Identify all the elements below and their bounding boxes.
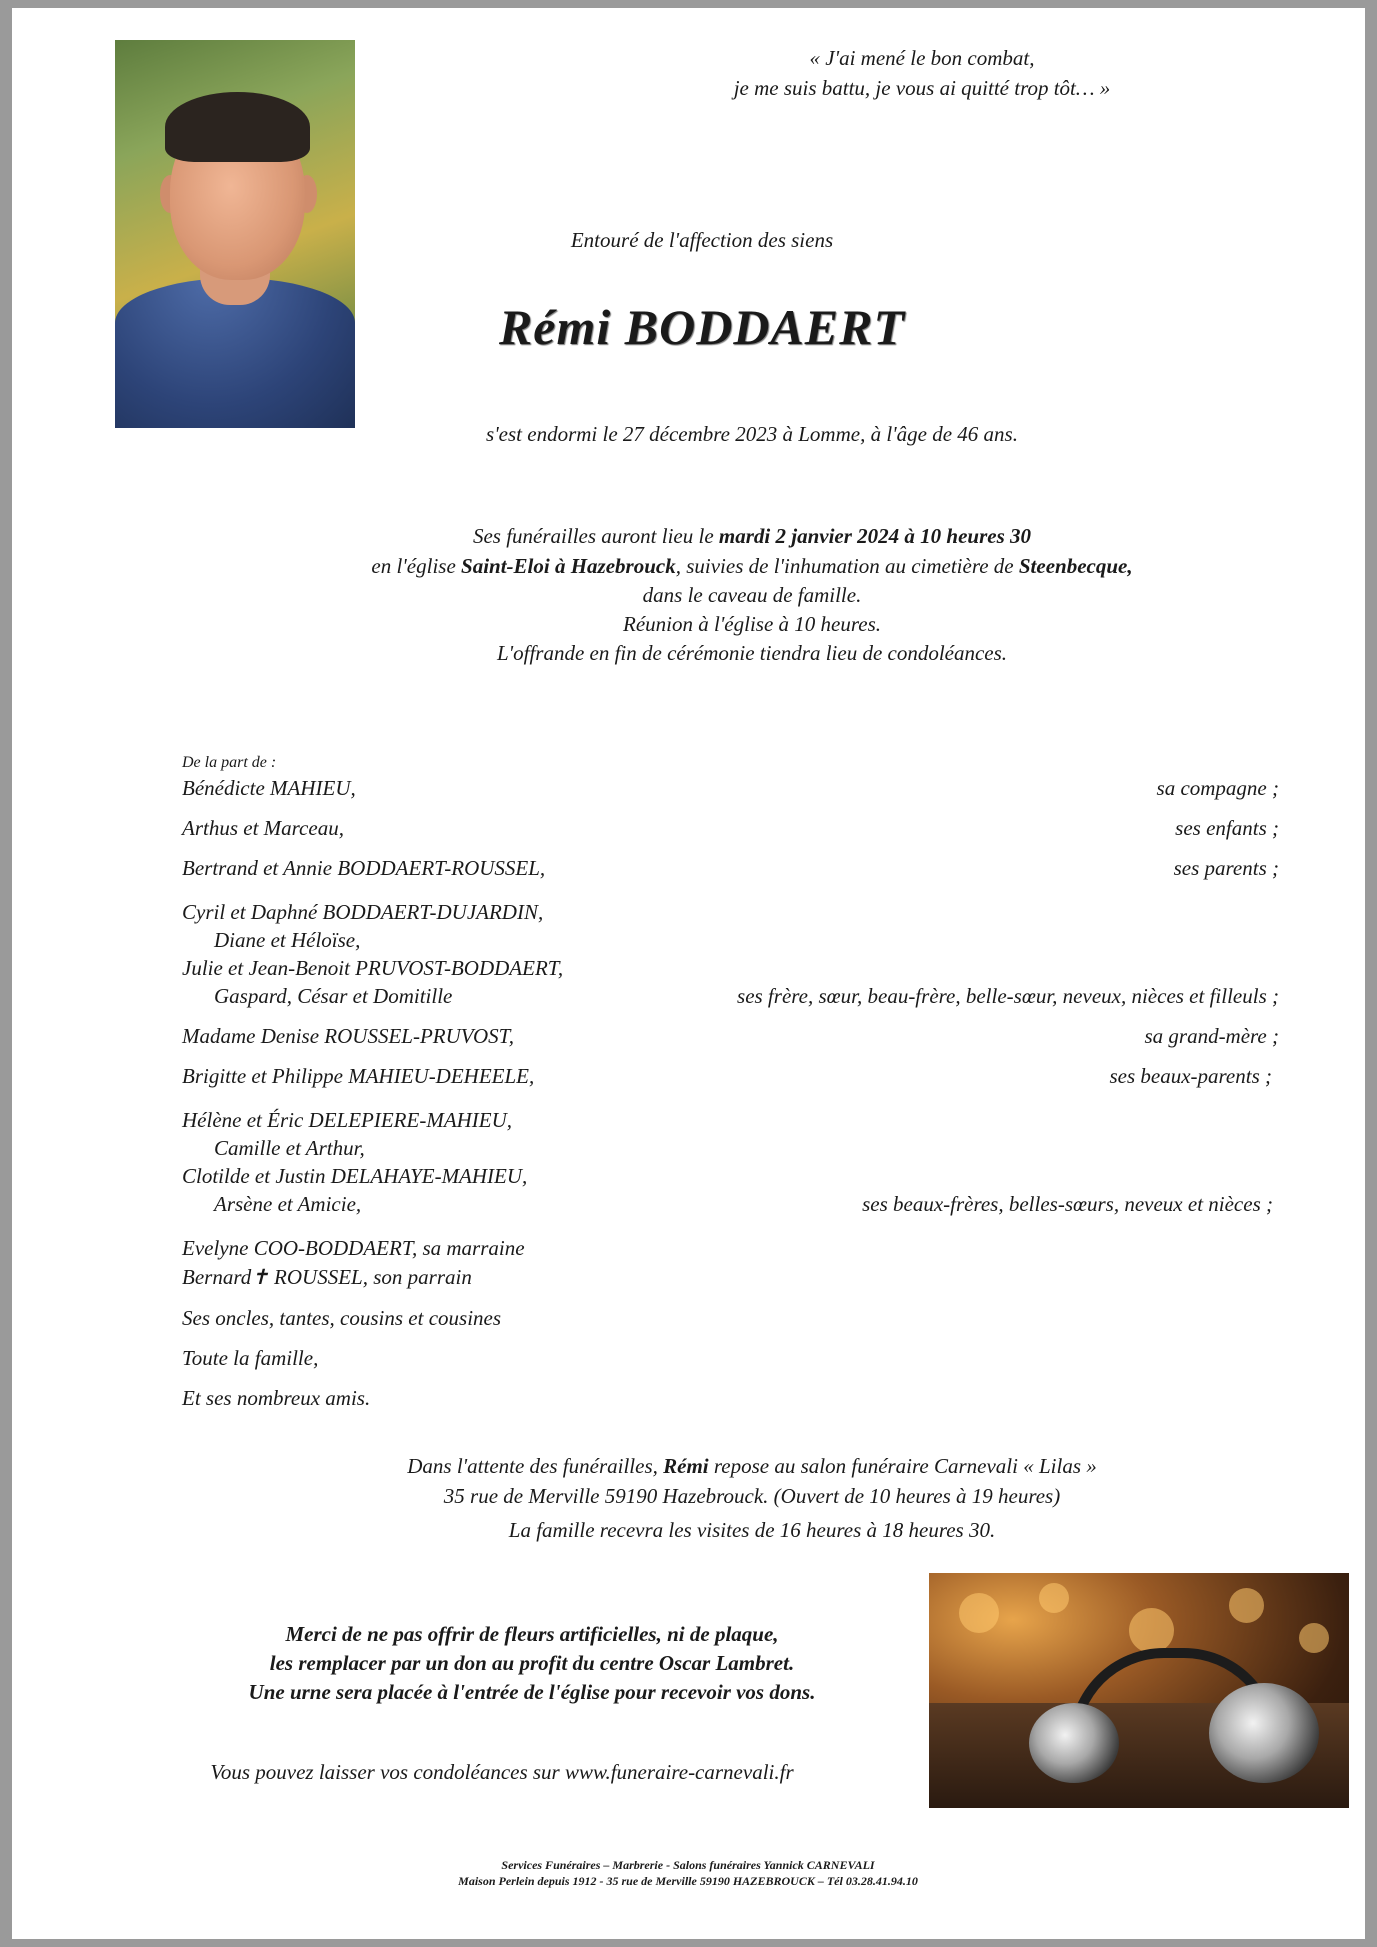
family-name: Diane et Héloïse, (214, 928, 361, 952)
visit-name: Rémi (663, 1454, 709, 1478)
portrait-hair (165, 92, 310, 162)
bokeh-light (1129, 1608, 1174, 1653)
funeral-line-3: dans le caveau de famille. (642, 583, 862, 607)
visit-line-1 (212, 1454, 1292, 1479)
family-name: Toute la famille, (182, 1346, 319, 1370)
family-name: Arthus et Marceau, (182, 816, 344, 840)
bokeh-light (1299, 1623, 1329, 1653)
funeral-text: Ses funérailles auront lieu le (472, 524, 719, 548)
family-name: Brigitte et Philippe MAHIEU-DEHEELE, (182, 1064, 535, 1088)
bokeh-light (959, 1593, 999, 1633)
deceased-name: Rémi BODDAERT (498, 299, 906, 355)
headphones-cup (1209, 1683, 1319, 1783)
visit-line-3: La famille recevra les visites de 16 heures à 18 heures 30. (508, 1518, 996, 1542)
family-name: Bertrand et Annie BODDAERT-ROUSSEL, (182, 856, 546, 880)
family-name: Ses oncles, tantes, cousins et cousines (182, 1306, 502, 1330)
family-name: Cyril et Daphné BODDAERT-DUJARDIN, (182, 900, 544, 924)
family-name: Et ses nombreux amis. (182, 1386, 371, 1410)
family-name: Hélène et Éric DELEPIERE-MAHIEU, (182, 1108, 513, 1132)
intro-text: Entouré de l'affection des siens (570, 228, 834, 252)
funeral-line-1 (212, 524, 1292, 549)
portrait-photo (115, 40, 355, 428)
family-relation: sa grand-mère ; (1144, 1024, 1279, 1048)
death-notice: s'est endormi le 27 décembre 2023 à Lomme, à l'âge de 46 ans. (486, 422, 1018, 446)
footer-line-1: Services Funéraires – Marbrerie - Salons funéraires Yannick CARNEVALI (501, 1858, 875, 1872)
visit-text: Dans l'attente des funérailles, (407, 1454, 664, 1478)
family-name: Camille et Arthur, (214, 1136, 365, 1160)
visit-line-2: 35 rue de Merville 59190 Hazebrouck. (Ouvert de 10 heures à 19 heures) (443, 1484, 1061, 1508)
visit-text: repose au salon funéraire Carnevali « Lilas » (708, 1454, 1097, 1478)
funeral-line-5: L'offrande en fin de cérémonie tiendra lieu de condoléances. (496, 641, 1008, 665)
flowers-line-2: les remplacer par un don au profit du centre Oscar Lambret. (269, 1651, 795, 1675)
family-relation: ses parents ; (1173, 856, 1279, 880)
church-name: Saint-Eloi à Hazebrouck (461, 554, 676, 578)
family-name: Bénédicte MAHIEU, (182, 776, 356, 800)
bokeh-light (1229, 1588, 1264, 1623)
condolences-text: Vous pouvez laisser vos condoléances sur www.funeraire-carnevali.fr (210, 1760, 794, 1784)
family-name: Arsène et Amicie, (214, 1192, 362, 1216)
headphones-cup (1029, 1703, 1119, 1783)
flowers-line-3: Une urne sera placée à l'entrée de l'église pour recevoir vos dons. (248, 1680, 816, 1704)
family-name: Madame Denise ROUSSEL-PRUVOST, (182, 1024, 515, 1048)
funeral-line-2 (212, 554, 1292, 579)
family-relation: ses enfants ; (1175, 816, 1279, 840)
funeral-text: en l'église (371, 554, 462, 578)
family-header: De la part de : (182, 754, 277, 771)
family-name: Evelyne COO-BODDAERT, sa marraine (182, 1236, 525, 1260)
family-relation: ses frère, sœur, beau-frère, belle-sœur, neveux, nièces et filleuls ; (737, 984, 1279, 1008)
funeral-date: mardi 2 janvier 2024 à 10 heures 30 (718, 524, 1032, 548)
quote-line-2: je me suis battu, je vous ai quitté trop tôt… » (733, 76, 1111, 100)
family-relation: sa compagne ; (1156, 776, 1279, 800)
funeral-line-4: Réunion à l'église à 10 heures. (623, 612, 881, 636)
family-name: Gaspard, César et Domitille (214, 984, 453, 1008)
obituary-page (12, 8, 1365, 1939)
family-relation: ses beaux-parents ; (1109, 1064, 1272, 1088)
flowers-line-1: Merci de ne pas offrir de fleurs artificielles, ni de plaque, (285, 1622, 779, 1646)
family-name: Bernard✝ ROUSSEL, son parrain (182, 1265, 472, 1289)
quote-line-1: « J'ai mené le bon combat, (809, 46, 1035, 70)
family-relation: ses beaux-frères, belles-sœurs, neveux et nièces ; (862, 1192, 1273, 1216)
headphones-photo (929, 1573, 1349, 1808)
family-name: Clotilde et Justin DELAHAYE-MAHIEU, (182, 1164, 528, 1188)
bokeh-light (1039, 1583, 1069, 1613)
cemetery-name: Steenbecque, (1018, 554, 1133, 578)
family-name: Julie et Jean-Benoit PRUVOST-BODDAERT, (182, 956, 564, 980)
funeral-text: , suivies de l'inhumation au cimetière de (675, 554, 1019, 578)
footer-line-2: Maison Perlein depuis 1912 - 35 rue de Merville 59190 HAZEBROUCK – Tél 03.28.41.94.10 (458, 1874, 918, 1888)
